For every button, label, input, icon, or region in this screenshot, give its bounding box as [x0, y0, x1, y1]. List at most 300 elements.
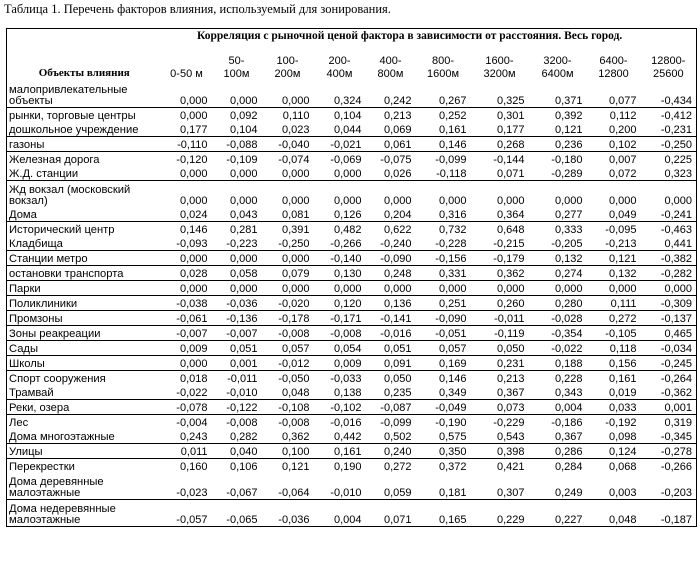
correlation-value: -0,008: [314, 326, 366, 341]
correlation-value: 0,281: [212, 222, 262, 237]
correlation-value: 0,301: [471, 108, 529, 123]
correlation-value: 0,081: [281, 209, 310, 221]
correlation-value: 0,091: [366, 356, 416, 371]
table-row: [7, 415, 697, 430]
table-row: [7, 236, 697, 251]
correlation-value: 0,000: [262, 181, 314, 208]
correlation-value: -0,412: [641, 108, 697, 123]
correlation-value: 0,000: [179, 95, 208, 107]
correlation-value: 0,146: [416, 371, 471, 386]
correlation-value: 0,188: [529, 356, 587, 371]
correlation-value: 0,000: [641, 281, 697, 296]
correlation-value: 0,319: [641, 415, 697, 430]
correlation-value: 0,009: [314, 356, 366, 371]
correlation-value: -0,075: [366, 152, 416, 167]
distance-header: 1600- 3200м: [483, 55, 516, 80]
correlation-value: 0,543: [496, 431, 525, 443]
correlation-value: -0,007: [212, 326, 262, 341]
correlation-value: 0,004: [529, 400, 587, 415]
correlation-value: 0,050: [366, 371, 416, 386]
correlation-value: -0,067: [226, 487, 258, 499]
correlation-value: 0,126: [333, 209, 362, 221]
correlation-value: 0,009: [162, 341, 212, 356]
correlation-value: 0,000: [162, 356, 212, 371]
correlation-value: -0,229: [471, 415, 529, 430]
correlation-value: 0,316: [438, 209, 467, 221]
table-row: [7, 137, 697, 152]
factor-name: Парки: [7, 281, 162, 296]
correlation-value: -0,020: [262, 296, 314, 311]
correlation-value: -0,007: [162, 326, 212, 341]
factor-name: Спорт сооружения: [7, 371, 162, 386]
correlation-value: 0,277: [554, 209, 583, 221]
correlation-value: -0,093: [176, 238, 208, 250]
factor-name: газоны: [7, 137, 162, 152]
correlation-value: 0,000: [179, 168, 208, 180]
correlation-value: 0,307: [496, 487, 525, 499]
correlation-value: 0,100: [262, 444, 314, 459]
correlation-value: 0,054: [314, 341, 366, 356]
correlation-value: -0,051: [416, 326, 471, 341]
correlation-value: -0,245: [641, 356, 697, 371]
correlation-value: 0,349: [438, 387, 467, 399]
correlation-value: 0,000: [229, 168, 258, 180]
correlation-value: -0,036: [212, 296, 262, 311]
table-row: [7, 207, 697, 222]
correlation-value: 0,000: [333, 168, 362, 180]
correlation-value: -0,069: [314, 152, 366, 167]
correlation-value: -0,205: [551, 238, 583, 250]
correlation-value: -0,109: [212, 152, 262, 167]
correlation-value: -0,213: [605, 238, 637, 250]
correlation-value: -0,016: [314, 415, 366, 430]
factor-name: остановки транспорта: [7, 266, 162, 281]
correlation-value: 0,000: [529, 281, 587, 296]
factor-name: Поликлиники: [7, 296, 162, 311]
table-caption: Таблица 1. Перечень факторов влияния, используемый для зонирования.: [4, 2, 391, 16]
correlation-value: -0,023: [176, 487, 208, 499]
correlation-value: 0,161: [314, 444, 366, 459]
correlation-value: -0,309: [641, 296, 697, 311]
correlation-value: 0,102: [587, 137, 641, 152]
correlation-value: 0,110: [262, 108, 314, 123]
correlation-value: 0,323: [664, 168, 693, 180]
correlation-value: -0,022: [176, 387, 208, 399]
correlation-value: 0,482: [314, 222, 366, 237]
correlation-value: 0,112: [587, 108, 641, 123]
correlation-value: 0,011: [162, 444, 212, 459]
factor-name: Кладбища: [9, 238, 63, 250]
correlation-value: 0,000: [416, 181, 471, 208]
table-row: [7, 341, 697, 356]
correlation-value: 0,079: [262, 266, 314, 281]
correlation-value: -0,278: [641, 444, 697, 459]
table-row: [7, 473, 697, 500]
correlation-value: 0,000: [162, 108, 212, 123]
correlation-value: 0,165: [416, 500, 471, 527]
table-row: [7, 326, 697, 341]
correlation-value: 0,465: [641, 326, 697, 341]
correlation-value: -0,266: [641, 459, 697, 474]
correlation-value: -0,010: [226, 387, 258, 399]
correlation-value: -0,038: [162, 296, 212, 311]
correlation-value: 0,057: [416, 341, 471, 356]
correlation-value: -0,187: [641, 500, 697, 527]
table-row: [7, 459, 697, 474]
table-row: [7, 311, 697, 326]
factor-name: Перекрестки: [7, 459, 162, 474]
correlation-value: 0,104: [314, 108, 366, 123]
correlation-value: 0,272: [587, 311, 641, 326]
correlation-value: 0,200: [608, 124, 637, 136]
correlation-value: 0,000: [162, 181, 212, 208]
correlation-value: -0,088: [212, 137, 262, 152]
correlation-value: 0,004: [314, 500, 366, 527]
correlation-value: 0,000: [162, 281, 212, 296]
correlation-value: 0,072: [608, 168, 637, 180]
correlation-value: -0,021: [314, 137, 366, 152]
correlation-value: 0,231: [471, 356, 529, 371]
correlation-value: 0,051: [366, 341, 416, 356]
correlation-value: 0,019: [608, 387, 637, 399]
correlation-value: 0,000: [416, 281, 471, 296]
correlation-value: -0,090: [416, 311, 471, 326]
correlation-value: 0,156: [587, 356, 641, 371]
correlation-value: 0,043: [229, 209, 258, 221]
correlation-value: 0,398: [471, 444, 529, 459]
correlation-value: 0,225: [641, 152, 697, 167]
correlation-value: -0,180: [529, 152, 587, 167]
correlation-value: -0,282: [641, 266, 697, 281]
correlation-value: -0,008: [212, 415, 262, 430]
correlation-value: 0,622: [366, 222, 416, 237]
correlation-value: 0,000: [471, 181, 529, 208]
correlation-value: -0,362: [660, 387, 693, 399]
correlation-value: 0,024: [179, 209, 208, 221]
table-row: [7, 500, 697, 527]
correlation-value: -0,033: [314, 371, 366, 386]
correlation-value: 0,000: [641, 181, 697, 208]
correlation-value: 0,213: [366, 108, 416, 123]
correlation-value: -0,264: [641, 371, 697, 386]
correlation-value: 0,236: [529, 137, 587, 152]
correlation-value: 0,161: [587, 371, 641, 386]
correlation-value: -0,028: [529, 311, 587, 326]
correlation-value: 0,136: [366, 296, 416, 311]
correlation-value: -0,099: [366, 415, 416, 430]
correlation-value: 0,324: [333, 95, 362, 107]
correlation-value: 0,146: [416, 137, 471, 152]
correlation-value: 0,121: [554, 124, 583, 136]
correlation-value: -0,179: [471, 251, 529, 266]
table-row: [7, 429, 697, 444]
distance-header: 50- 100м: [223, 55, 250, 80]
correlation-value: -0,241: [660, 209, 693, 221]
correlation-value: 0,286: [529, 444, 587, 459]
correlation-value: 0,350: [416, 444, 471, 459]
correlation-value: 0,243: [179, 431, 208, 443]
factor-name: Трамвай: [9, 387, 54, 399]
correlation-value: -0,010: [330, 487, 362, 499]
correlation-value: 0,274: [529, 266, 587, 281]
correlation-value: -0,144: [471, 152, 529, 167]
correlation-value: -0,110: [162, 137, 212, 152]
factor-name: Улицы: [7, 444, 162, 459]
correlation-value: -0,049: [416, 400, 471, 415]
correlation-value: 0,280: [529, 296, 587, 311]
correlation-value: 0,267: [438, 95, 467, 107]
table-row: [7, 166, 697, 181]
correlation-value: -0,171: [314, 311, 366, 326]
correlation-value: 0,000: [212, 181, 262, 208]
correlation-value: 0,138: [333, 387, 362, 399]
correlation-value: 0,000: [262, 251, 314, 266]
correlation-value: -0,078: [162, 400, 212, 415]
correlation-value: 0,000: [471, 281, 529, 296]
correlation-value: 0,028: [162, 266, 212, 281]
correlation-value: 0,648: [471, 222, 529, 237]
correlation-value: 0,240: [366, 444, 416, 459]
correlation-value: 0,364: [496, 209, 525, 221]
correlation-value: 0,228: [529, 371, 587, 386]
correlation-value: 0,040: [212, 444, 262, 459]
correlation-value: 0,124: [587, 444, 641, 459]
correlation-value: -0,036: [262, 500, 314, 527]
table-row: [7, 222, 697, 237]
distance-header: 100- 200м: [274, 55, 301, 80]
correlation-value: -0,178: [262, 311, 314, 326]
correlation-value: 0,111: [587, 296, 641, 311]
factor-name: Железная дорога: [7, 152, 162, 167]
correlation-value: -0,136: [212, 311, 262, 326]
correlation-value: 0,391: [262, 222, 314, 237]
correlation-value: 0,000: [162, 251, 212, 266]
distance-header: 6400- 12800: [598, 55, 629, 80]
correlation-value: 0,248: [366, 266, 416, 281]
correlation-value: 0,343: [554, 387, 583, 399]
correlation-value: 0,003: [608, 487, 637, 499]
factor-name: Зоны реакреации: [7, 326, 162, 341]
correlation-value: 0,000: [314, 181, 366, 208]
correlation-value: 0,372: [416, 459, 471, 474]
correlation-header: Корреляция с рыночной ценой фактора в зависимости от расстояния. Весь город.: [197, 30, 623, 42]
correlation-value: -0,156: [416, 251, 471, 266]
factor-name: Ж.Д. станции: [9, 168, 79, 180]
correlation-value: 0,204: [383, 209, 412, 221]
factor-name: дошкольное учреждение: [9, 124, 139, 136]
factor-name: Сады: [7, 341, 162, 356]
correlation-value: 0,059: [383, 487, 412, 499]
correlation-value: -0,289: [551, 168, 583, 180]
correlation-value: 0,071: [366, 500, 416, 527]
correlation-value: -0,223: [226, 238, 258, 250]
correlation-value: -0,345: [660, 431, 693, 443]
correlation-value: 0,331: [416, 266, 471, 281]
correlation-value: -0,102: [314, 400, 366, 415]
objects-header: Объекты влияния: [38, 67, 130, 79]
correlation-value: -0,141: [366, 311, 416, 326]
correlation-value: -0,250: [278, 238, 310, 250]
correlation-value: -0,008: [262, 326, 314, 341]
correlation-value: 0,051: [212, 341, 262, 356]
correlation-value: -0,074: [262, 152, 314, 167]
correlation-value: 0,272: [366, 459, 416, 474]
correlation-value: 0,227: [529, 500, 587, 527]
correlation-value: -0,061: [162, 311, 212, 326]
correlation-value: -0,064: [278, 487, 310, 499]
correlation-value: -0,240: [380, 238, 412, 250]
factor-name: Дома: [9, 209, 37, 221]
correlation-value: 0,098: [608, 431, 637, 443]
table-row: [7, 444, 697, 459]
correlation-value: 0,118: [587, 341, 641, 356]
correlation-value: 0,049: [608, 209, 637, 221]
correlation-value: 0,362: [281, 431, 310, 443]
table-row: [7, 385, 697, 400]
correlation-value: 0,001: [212, 356, 262, 371]
correlation-value: 0,048: [587, 500, 641, 527]
factor-name: Станции метро: [7, 251, 162, 266]
correlation-value: -0,266: [330, 238, 362, 250]
correlation-value: -0,434: [660, 95, 693, 107]
table-row: [7, 356, 697, 371]
correlation-value: 0,000: [366, 281, 416, 296]
correlation-value: 0,160: [162, 459, 212, 474]
factors-table: [6, 28, 697, 527]
correlation-value: 0,000: [281, 95, 310, 107]
correlation-value: -0,090: [366, 251, 416, 266]
table-row: [7, 122, 697, 137]
correlation-value: 0,000: [587, 281, 641, 296]
table-row: [7, 108, 697, 123]
correlation-value: -0,203: [660, 487, 693, 499]
correlation-value: -0,231: [660, 124, 693, 136]
correlation-value: 0,371: [554, 95, 583, 107]
correlation-value: -0,463: [641, 222, 697, 237]
correlation-value: -0,016: [366, 326, 416, 341]
factor-name: Промзоны: [7, 311, 162, 326]
correlation-value: 0,252: [416, 108, 471, 123]
correlation-value: 0,181: [438, 487, 467, 499]
factor-name: Дома многоэтажные: [9, 431, 115, 443]
correlation-value: -0,034: [641, 341, 697, 356]
correlation-value: 0,007: [587, 152, 641, 167]
distance-header: 400- 800м: [377, 55, 404, 80]
correlation-value: 0,104: [229, 124, 258, 136]
correlation-value: 0,284: [529, 459, 587, 474]
table-row: [7, 81, 697, 108]
correlation-value: 0,367: [496, 387, 525, 399]
correlation-value: 0,282: [229, 431, 258, 443]
correlation-value: -0,087: [366, 400, 416, 415]
factor-name: Дома деревянные малоэтажные: [9, 476, 104, 499]
correlation-value: -0,099: [416, 152, 471, 167]
correlation-value: 0,249: [554, 487, 583, 499]
correlation-value: 0,575: [438, 431, 467, 443]
correlation-value: 0,048: [281, 387, 310, 399]
distance-header: 200- 400м: [326, 55, 353, 80]
correlation-value: 0,325: [496, 95, 525, 107]
distance-header: 12800- 25600: [651, 55, 686, 80]
correlation-value: -0,119: [471, 326, 529, 341]
correlation-value: -0,215: [493, 238, 525, 250]
correlation-value: 0,000: [314, 281, 366, 296]
correlation-value: 0,213: [471, 371, 529, 386]
table-row: [7, 181, 697, 208]
correlation-value: 0,026: [383, 168, 412, 180]
correlation-value: 0,073: [471, 400, 529, 415]
correlation-value: 0,000: [262, 281, 314, 296]
correlation-value: -0,008: [262, 415, 314, 430]
correlation-value: 0,106: [212, 459, 262, 474]
table-row: [7, 400, 697, 415]
correlation-value: 0,177: [179, 124, 208, 136]
correlation-value: -0,186: [529, 415, 587, 430]
correlation-value: 0,235: [383, 387, 412, 399]
correlation-value: 0,071: [496, 168, 525, 180]
correlation-value: 0,161: [438, 124, 467, 136]
correlation-value: -0,011: [471, 311, 529, 326]
table-row: [7, 266, 697, 281]
factor-name: Лес: [7, 415, 162, 430]
correlation-value: 0,146: [162, 222, 212, 237]
correlation-value: -0,137: [641, 311, 697, 326]
correlation-value: -0,120: [162, 152, 212, 167]
correlation-value: -0,040: [262, 137, 314, 152]
correlation-value: -0,065: [212, 500, 262, 527]
correlation-value: 0,077: [608, 95, 637, 107]
correlation-value: 0,023: [281, 124, 310, 136]
correlation-value: -0,118: [436, 168, 467, 180]
correlation-value: 0,177: [496, 124, 525, 136]
correlation-value: 0,121: [262, 459, 314, 474]
distance-header: 3200- 6400м: [541, 55, 574, 80]
correlation-value: -0,140: [314, 251, 366, 266]
distance-header: 800- 1600м: [426, 55, 460, 80]
table-row: [7, 251, 697, 266]
correlation-value: -0,382: [641, 251, 697, 266]
correlation-value: -0,011: [212, 371, 262, 386]
correlation-value: 0,000: [281, 168, 310, 180]
correlation-value: -0,012: [262, 356, 314, 371]
correlation-value: 0,000: [529, 181, 587, 208]
correlation-value: 0,058: [212, 266, 262, 281]
correlation-value: 0,362: [471, 266, 529, 281]
correlation-value: 0,092: [212, 108, 262, 123]
correlation-value: 0,000: [587, 181, 641, 208]
correlation-value: 0,061: [366, 137, 416, 152]
correlation-value: 0,120: [314, 296, 366, 311]
correlation-value: 0,069: [383, 124, 412, 136]
correlation-value: 0,000: [212, 281, 262, 296]
correlation-value: 0,033: [587, 400, 641, 415]
correlation-value: 0,057: [262, 341, 314, 356]
table-body: [7, 81, 697, 527]
factor-name: Школы: [7, 356, 162, 371]
correlation-value: 0,392: [529, 108, 587, 123]
correlation-value: -0,108: [262, 400, 314, 415]
correlation-value: -0,228: [435, 238, 467, 250]
correlation-value: 0,333: [529, 222, 587, 237]
correlation-value: 0,441: [664, 238, 693, 250]
correlation-value: 0,229: [471, 500, 529, 527]
correlation-value: 0,367: [554, 431, 583, 443]
correlation-value: 0,732: [416, 222, 471, 237]
correlation-value: 0,001: [641, 400, 697, 415]
factor-name: малопривлекательные объекты: [9, 84, 128, 107]
correlation-value: 0,421: [471, 459, 529, 474]
correlation-value: 0,502: [383, 431, 412, 443]
